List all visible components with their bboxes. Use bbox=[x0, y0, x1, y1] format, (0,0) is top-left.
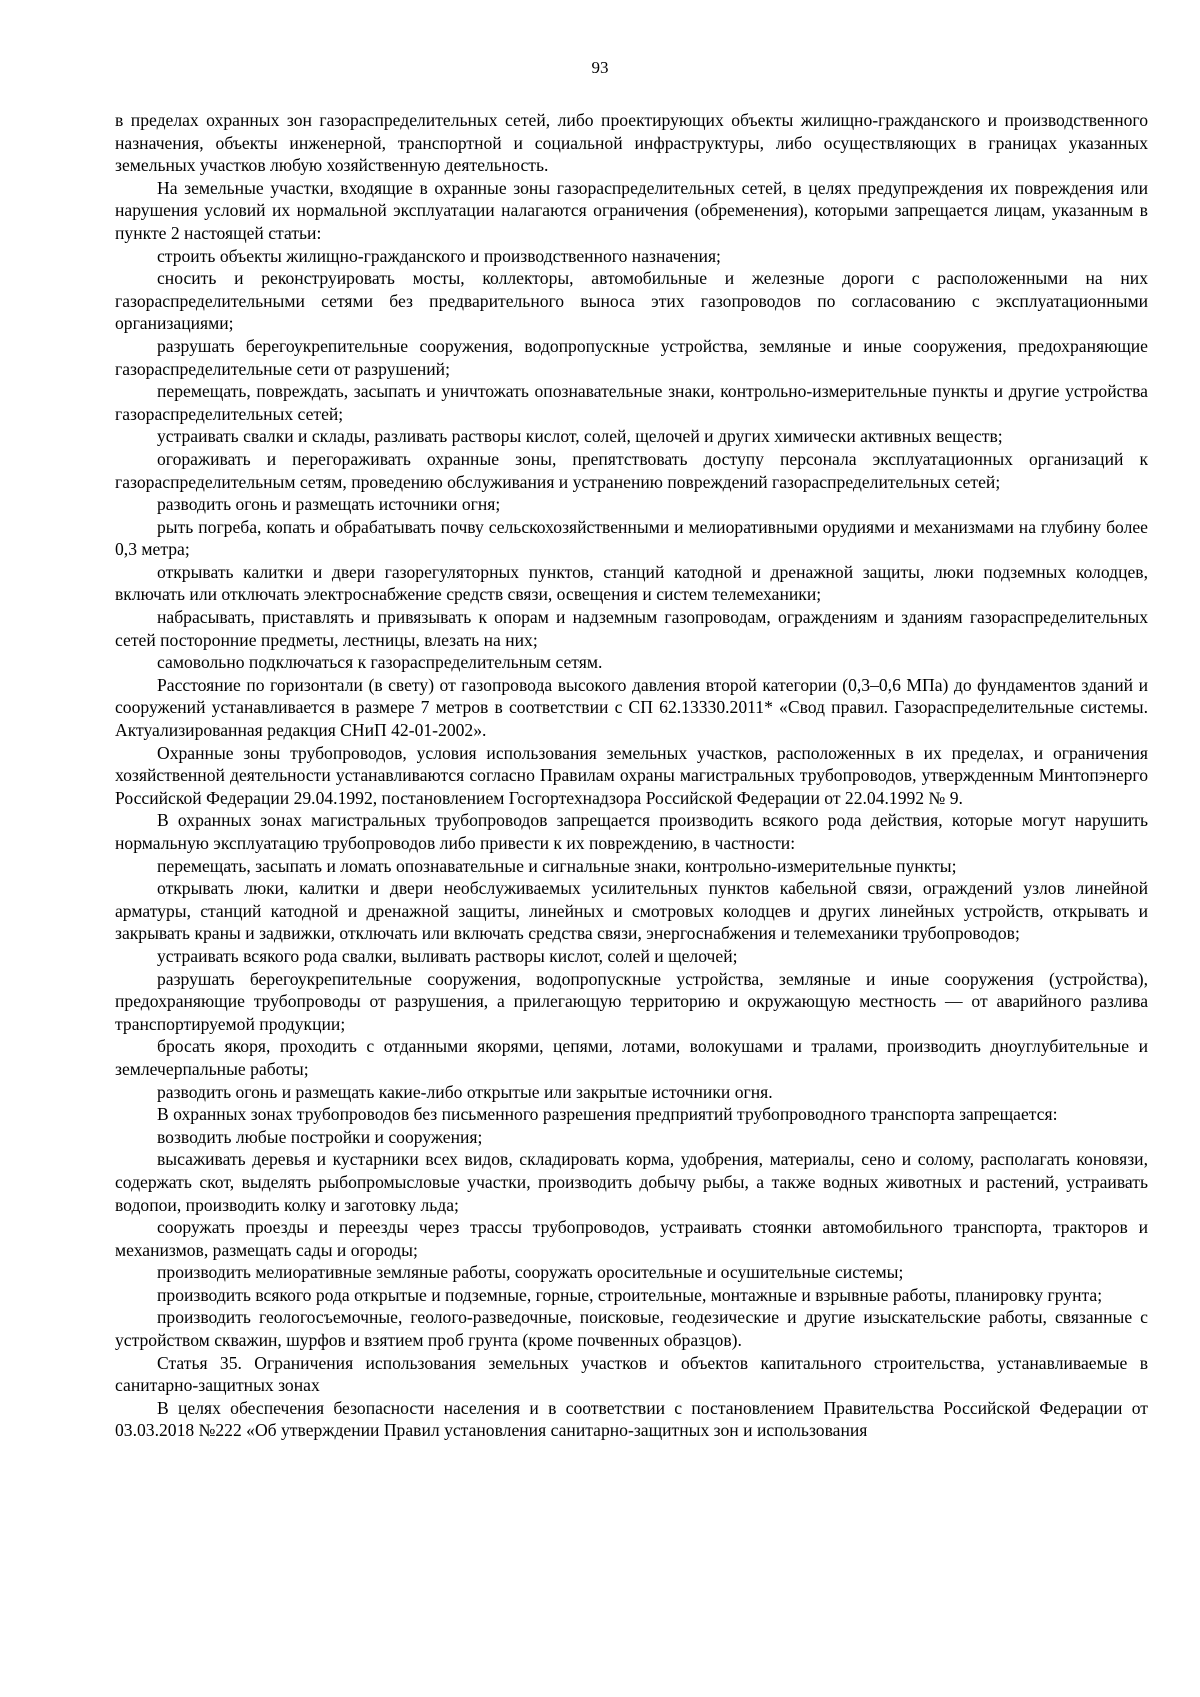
page-number: 93 bbox=[591, 58, 609, 77]
paragraph: На земельные участки, входящие в охранные зоны газораспределительных сетей, в целях предупреждения их повреждения или нарушения условий их нормальной эксплуатации налагаются ограничения (обременения), которыми запрещается лицам, указанным в пункте 2 настоящей статьи: bbox=[115, 177, 1148, 243]
list-item: производить геологосъемочные, геолого-разведочные, поисковые, геодезические и другие изыскательские работы, связанные с устройством скважин, шурфов и взятием проб грунта (кроме почвенных образцов). bbox=[115, 1307, 1148, 1351]
list-item: рыть погреба, копать и обрабатывать почву сельскохозяйственными и мелиоративными орудиями и механизмами на глубину более 0,3 метра; bbox=[115, 516, 1148, 560]
list-item: самовольно подключаться к газораспределительным сетям. bbox=[157, 652, 603, 673]
list-item: огораживать и перегораживать охранные зоны, препятствовать доступу персонала эксплуатационных организаций к газораспределительным сетям, проведению обслуживания и устранению повреждений газораспределительных сетей; bbox=[115, 448, 1148, 492]
paragraph: Расстояние по горизонтали (в свету) от газопровода высокого давления второй категории (0,3–0,6 МПа) до фундаментов зданий и сооружений устанавливается в размере 7 метров в соответствии с СП 62.13330.2011* «Свод правил. Газораспределительные системы. Актуализированная редакция СНиП 42-01-2002». bbox=[115, 674, 1148, 741]
list-item: производить мелиоративные земляные работы, сооружать оросительные и осушительные системы; bbox=[157, 1262, 904, 1283]
list-item: открывать калитки и двери газорегуляторных пунктов, станций катодной и дренажной защиты, люки подземных колодцев, включать или отключать электроснабжение средств связи, освещения и систем телемеханики; bbox=[115, 561, 1148, 605]
list-item: сооружать проезды и переезды через трассы трубопроводов, устраивать стоянки автомобильного транспорта, тракторов и механизмов, размещать сады и огороды; bbox=[115, 1217, 1148, 1260]
list-item: перемещать, повреждать, засыпать и уничтожать опознавательные знаки, контрольно-измерительные пункты и другие устройства газораспределительных сетей; bbox=[115, 381, 1148, 424]
list-item: перемещать, засыпать и ломать опознавательные и сигнальные знаки, контрольно-измерительные пункты; bbox=[157, 855, 957, 876]
list-item: бросать якоря, проходить с отданными якорями, цепями, лотами, волокушами и тралами, производить дноуглубительные и землечерпальные работы; bbox=[115, 1036, 1148, 1079]
list-item: набрасывать, приставлять и привязывать к опорам и надземным газопроводам, ограждениям и зданиям газораспределительных сетей посторонние предметы, лестницы, влезать на них; bbox=[115, 607, 1148, 650]
section-heading: Статья 35. Ограничения использования земельных участков и объектов капитального строительства, устанавливаемые в санитарно-защитных зонах bbox=[115, 1352, 1148, 1396]
paragraph: В охранных зонах магистральных трубопроводов запрещается производить всякого рода действия, которые могут нарушить нормальную эксплуатацию трубопроводов либо привести к их повреждению, в частности: bbox=[115, 810, 1148, 853]
paragraph: В целях обеспечения безопасности населения и в соответствии с постановлением Правительства Российской Федерации от 03.03.2018 №222 «Об утверждении Правил установления санитарно-защитных зон и использования bbox=[115, 1397, 1148, 1441]
list-item: устраивать свалки и склады, разливать растворы кислот, солей, щелочей и других химически активных веществ; bbox=[157, 426, 1003, 447]
list-item: разрушать берегоукрепительные сооружения, водопропускные устройства, земляные и иные сооружения (устройства), предохраняющие трубопроводы от разрушения, а прилегающую территорию и окружающую местность — от аварийного разлива транспортируемой продукции; bbox=[115, 968, 1148, 1034]
list-item: строить объекты жилищно-гражданского и производственного назначения; bbox=[157, 245, 721, 266]
list-item: устраивать всякого рода свалки, выливать растворы кислот, солей и щелочей; bbox=[157, 945, 738, 966]
list-item: высаживать деревья и кустарники всех видов, складировать корма, удобрения, материалы, сено и солому, располагать коновязи, содержать скот, выделять рыбопромысловые участки, производить добычу рыбы, а также водных животных и растений, устраивать водопои, производить колку и заготовку льда; bbox=[115, 1149, 1148, 1215]
list-item: производить всякого рода открытые и подземные, горные, строительные, монтажные и взрывные работы, планировку грунта; bbox=[157, 1284, 1103, 1305]
list-item: разводить огонь и размещать источники огня; bbox=[157, 494, 501, 515]
list-item: разрушать берегоукрепительные сооружения, водопропускные устройства, земляные и иные сооружения, предохраняющие газораспределительные сети от разрушений; bbox=[115, 335, 1148, 379]
paragraph: В охранных зонах трубопроводов без письменного разрешения предприятий трубопроводного транспорта запрещается: bbox=[157, 1104, 1058, 1125]
list-item: разводить огонь и размещать какие-либо открытые или закрытые источники огня. bbox=[157, 1081, 773, 1102]
list-item: открывать люки, калитки и двери необслуживаемых усилительных пунктов кабельной связи, ограждений узлов линейной арматуры, станций катодной и дренажной защиты, линейных и смотровых колодцев и других линейных устройств, открывать и закрывать краны и задвижки, отключать или включать средства связи, энергоснабжения и телемеханики трубопроводов; bbox=[115, 878, 1148, 944]
paragraph: в пределах охранных зон газораспределительных сетей, либо проектирующих объекты жилищно-гражданского и производственного назначения, объекты инженерной, транспортной и социальной инфраструктуры, либо осуществляющих в границах указанных земельных участков любую хозяйственную деятельность. bbox=[115, 110, 1148, 176]
paragraph: Охранные зоны трубопроводов, условия использования земельных участков, расположенных в их пределах, и ограничения хозяйственной деятельности устанавливаются согласно Правилам охраны магистральных трубопроводов, утвержденным Минтопэнерго Российской Федерации 29.04.1992, постановлением Госгортехнадзора Российской Федерации от 22.04.1992 № 9. bbox=[115, 742, 1148, 808]
body-text bbox=[115, 109, 1148, 1442]
list-item: возводить любые постройки и сооружения; bbox=[157, 1126, 483, 1147]
list-item: сносить и реконструировать мосты, коллекторы, автомобильные и железные дороги с расположенными на них газораспределительными сетями без предварительного выноса этих газопроводов по согласованию с эксплуатационными организациями; bbox=[115, 268, 1148, 334]
